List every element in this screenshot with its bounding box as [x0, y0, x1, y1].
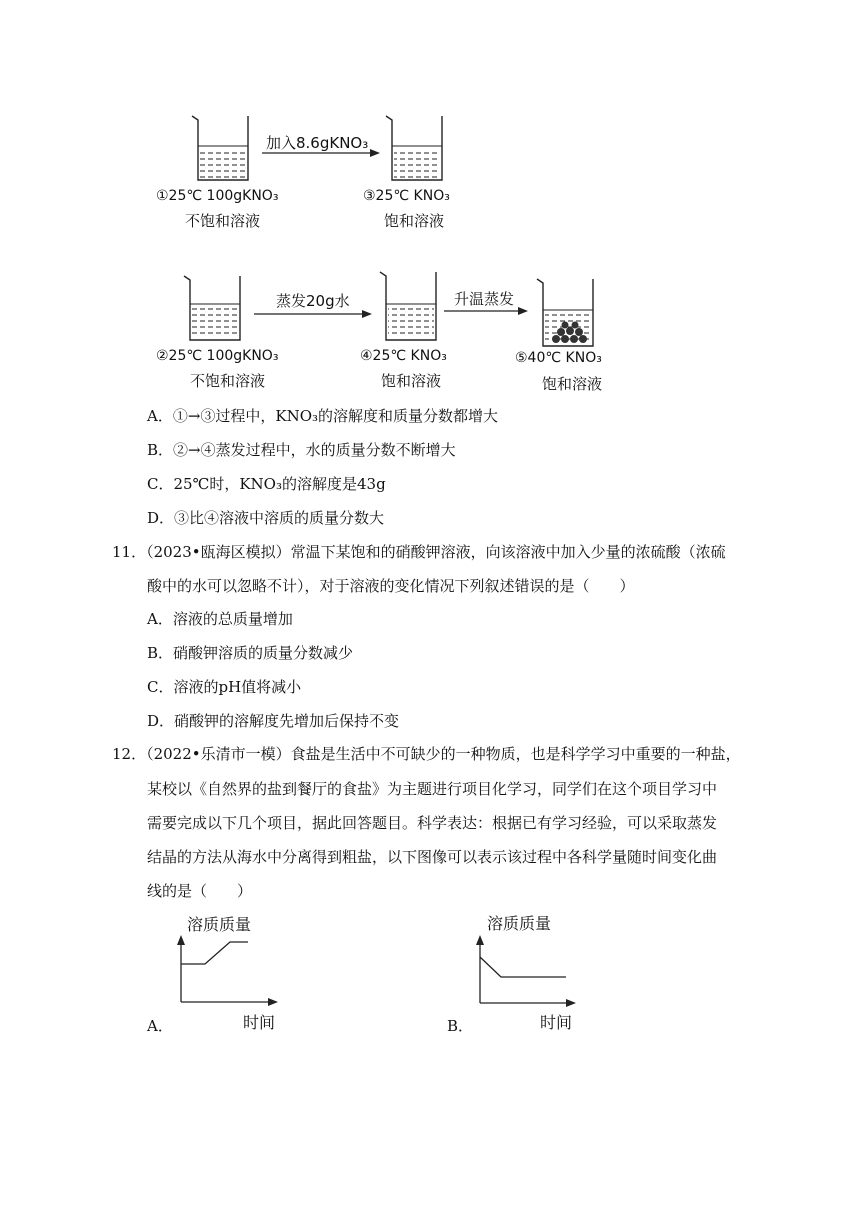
beaker-5-condition: ⑤40℃ KNO₃	[515, 350, 602, 366]
graph-b-ylabel: 溶质质量	[487, 914, 552, 933]
beaker-5-state: 饱和溶液	[542, 375, 603, 393]
graph-b-curve	[480, 957, 566, 977]
beaker-2	[184, 276, 240, 340]
beaker-2-state: 不饱和溶液	[190, 372, 266, 390]
beaker-4-condition: ④25℃ KNO₃	[360, 348, 447, 364]
arrow-1-label: 加入8.6gKNO₃	[266, 134, 369, 152]
q10-option-d: D．③比④溶液中溶质的质量分数大	[147, 509, 385, 527]
q12-stem-line-5: 线的是（ ）	[147, 882, 253, 900]
arrow-2	[254, 310, 372, 318]
graph-a-xlabel: 时间	[243, 1013, 276, 1032]
beaker-5	[537, 279, 593, 346]
graph-b-option-letter: B．	[447, 1017, 474, 1035]
q10-option-c: C．25℃时，KNO₃的溶解度是43g	[147, 475, 386, 493]
q11-option-c: C．溶液的pH值将减小	[147, 678, 302, 696]
graph-b	[476, 935, 576, 1007]
q11-option-b: B．硝酸钾溶质的质量分数减少	[147, 644, 354, 662]
beaker-1-condition: ①25℃ 100gKNO₃	[156, 188, 279, 204]
arrow-2-label: 蒸发20g水	[276, 292, 350, 310]
beaker-1-state: 不饱和溶液	[185, 212, 261, 230]
q10-option-b: B．②→④蒸发过程中，水的质量分数不断增大	[147, 441, 456, 459]
q12-stem-line-4: 结晶的方法从海水中分离得到粗盐，以下图像可以表示该过程中各科学量随时间变化曲	[147, 848, 718, 866]
q12-stem-line-1: 12．（2022•乐清市一模）食盐是生活中不可缺少的一种物质，也是科学学习中重要的一种盐，	[112, 745, 741, 763]
q12-stem-line-3: 需要完成以下几个项目，据此回答题目。科学表达：根据已有学习经验，可以采取蒸发	[147, 814, 718, 832]
q11-option-a: A．溶液的总质量增加	[147, 610, 293, 628]
beaker-4-state: 饱和溶液	[381, 372, 442, 390]
q12-stem-line-2: 某校以《自然界的盐到餐厅的食盐》为主题进行项目化学习，同学们在这个项目学习中	[147, 780, 718, 798]
q11-option-d: D．硝酸钾的溶解度先增加后保持不变	[147, 712, 400, 730]
graph-a-ylabel: 溶质质量	[187, 915, 252, 934]
graph-a-option-letter: A．	[147, 1017, 173, 1035]
beaker-3-condition: ③25℃ KNO₃	[363, 188, 450, 204]
q11-stem-line-2: 酸中的水可以忽略不计），对于溶液的变化情况下列叙述错误的是（ ）	[147, 577, 635, 595]
beaker-4	[380, 272, 436, 340]
q10-option-a: A．①→③过程中，KNO₃的溶解度和质量分数都增大	[147, 407, 499, 425]
beaker-3-state: 饱和溶液	[384, 212, 445, 230]
q11-stem-line-1: 11．（2023•瓯海区模拟）常温下某饱和的硝酸钾溶液，向该溶液中加入少量的浓硫酸（浓硫	[112, 543, 726, 561]
beaker-3	[386, 116, 442, 180]
graph-a	[177, 935, 278, 1006]
beaker-2-condition: ②25℃ 100gKNO₃	[156, 348, 279, 364]
arrow-3-label: 升温蒸发	[454, 290, 515, 308]
graph-a-curve	[181, 942, 248, 964]
graph-b-xlabel: 时间	[540, 1013, 573, 1032]
beaker-1	[192, 116, 248, 180]
